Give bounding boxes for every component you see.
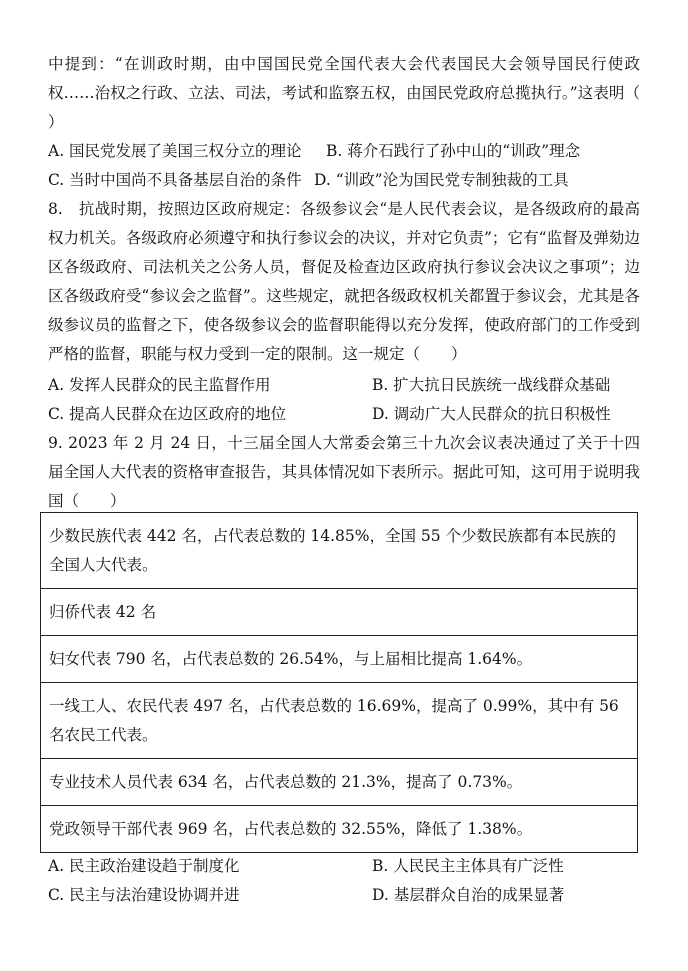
table-cell: 一线工人、农民代表 497 名，占代表总数的 16.69%，提高了 0.99%，其中有 56 名农民工代表。 bbox=[41, 683, 638, 759]
q8-option-b[interactable]: B. 扩大抗日民族统一战线群众基础 bbox=[372, 376, 611, 394]
table-row bbox=[41, 759, 638, 806]
table-row bbox=[41, 683, 638, 759]
table-cell: 妇女代表 790 名，占代表总数的 26.54%，与上届相比提高 1.64%。 bbox=[41, 636, 638, 683]
table-row bbox=[41, 513, 638, 589]
q7-option-a[interactable]: A. 国民党发展了美国三权分立的理论 bbox=[48, 142, 302, 160]
table-row bbox=[41, 589, 638, 636]
q9-stem: 9. 2023 年 2 月 24 日，十三届全国人大常委会第三十九次会议表决通过了关于十四届全国人大代表的资格审查报告，其具体情况如下表所示。据此可知，这可用于说明我国（ ） bbox=[48, 434, 640, 510]
q9-option-c[interactable]: C. 民主与法治建设协调并进 bbox=[48, 886, 240, 904]
table-cell: 少数民族代表 442 名，占代表总数的 14.85%，全国 55 个少数民族都有本民族的全国人大代表。 bbox=[41, 513, 638, 589]
q9-option-d[interactable]: D. 基层群众自治的成果显著 bbox=[372, 886, 565, 904]
q8-stem: 8. 抗战时期，按照边区政府规定：各级参议会“是人民代表会议，是各级政府的最高权力机关。各级政府必须遵守和执行参议会的决议，并对它负责”；它有“监督及弹劾边区各级政府、司法机关之公务人员，督促及检查边区政府执行参议会决议之事项”；边区各级政府受“参议会之监督”。这些规定，就把各级政权机关都置于参议会，尤其是各级参议员的监督之下，使各级参议会的监督职能得以充分发挥，使政府部门的工作受到严格的监督，职能与权力受到一定的限制。这一规定（ ） bbox=[48, 200, 640, 363]
q9-option-b[interactable]: B. 人民民主主体具有广泛性 bbox=[372, 857, 564, 875]
q7-option-d[interactable]: D. “训政”沦为国民党专制独裁的工具 bbox=[314, 171, 569, 189]
q7-option-c[interactable]: C. 当时中国尚不具备基层自治的条件 bbox=[48, 171, 302, 189]
table-cell: 党政领导干部代表 969 名，占代表总数的 32.55%，降低了 1.38%。 bbox=[41, 806, 638, 853]
q8-option-d[interactable]: D. 调动广大人民群众的抗日积极性 bbox=[372, 405, 611, 423]
table-row bbox=[41, 636, 638, 683]
table-row bbox=[41, 806, 638, 853]
q8-options-row-1 bbox=[48, 371, 640, 400]
q7-options-row-2 bbox=[48, 166, 640, 195]
table-cell: 专业技术人员代表 634 名，占代表总数的 21.3%，提高了 0.73%。 bbox=[41, 759, 638, 806]
q9-options-row-2 bbox=[48, 881, 640, 910]
q9-option-a[interactable]: A. 民主政治建设趋于制度化 bbox=[48, 857, 240, 875]
q9-options-row-1 bbox=[48, 852, 640, 881]
table-cell: 归侨代表 42 名 bbox=[41, 589, 638, 636]
q7-options-row-1 bbox=[48, 137, 640, 166]
q9-data-table bbox=[40, 512, 638, 853]
q8-option-c[interactable]: C. 提高人民群众在边区政府的地位 bbox=[48, 405, 287, 423]
q7-stem-continuation: 中提到：“在训政时期，由中国国民党全国代表大会代表国民大会领导国民行使政权……治权之行政、立法、司法，考试和监察五权，由国民党政府总揽执行。”这表明（ ） bbox=[48, 55, 672, 131]
q8-options-row-2 bbox=[48, 400, 640, 429]
q7-option-b[interactable]: B. 蒋介石践行了孙中山的“训政”理念 bbox=[326, 142, 581, 160]
q8-option-a[interactable]: A. 发挥人民群众的民主监督作用 bbox=[48, 376, 271, 394]
